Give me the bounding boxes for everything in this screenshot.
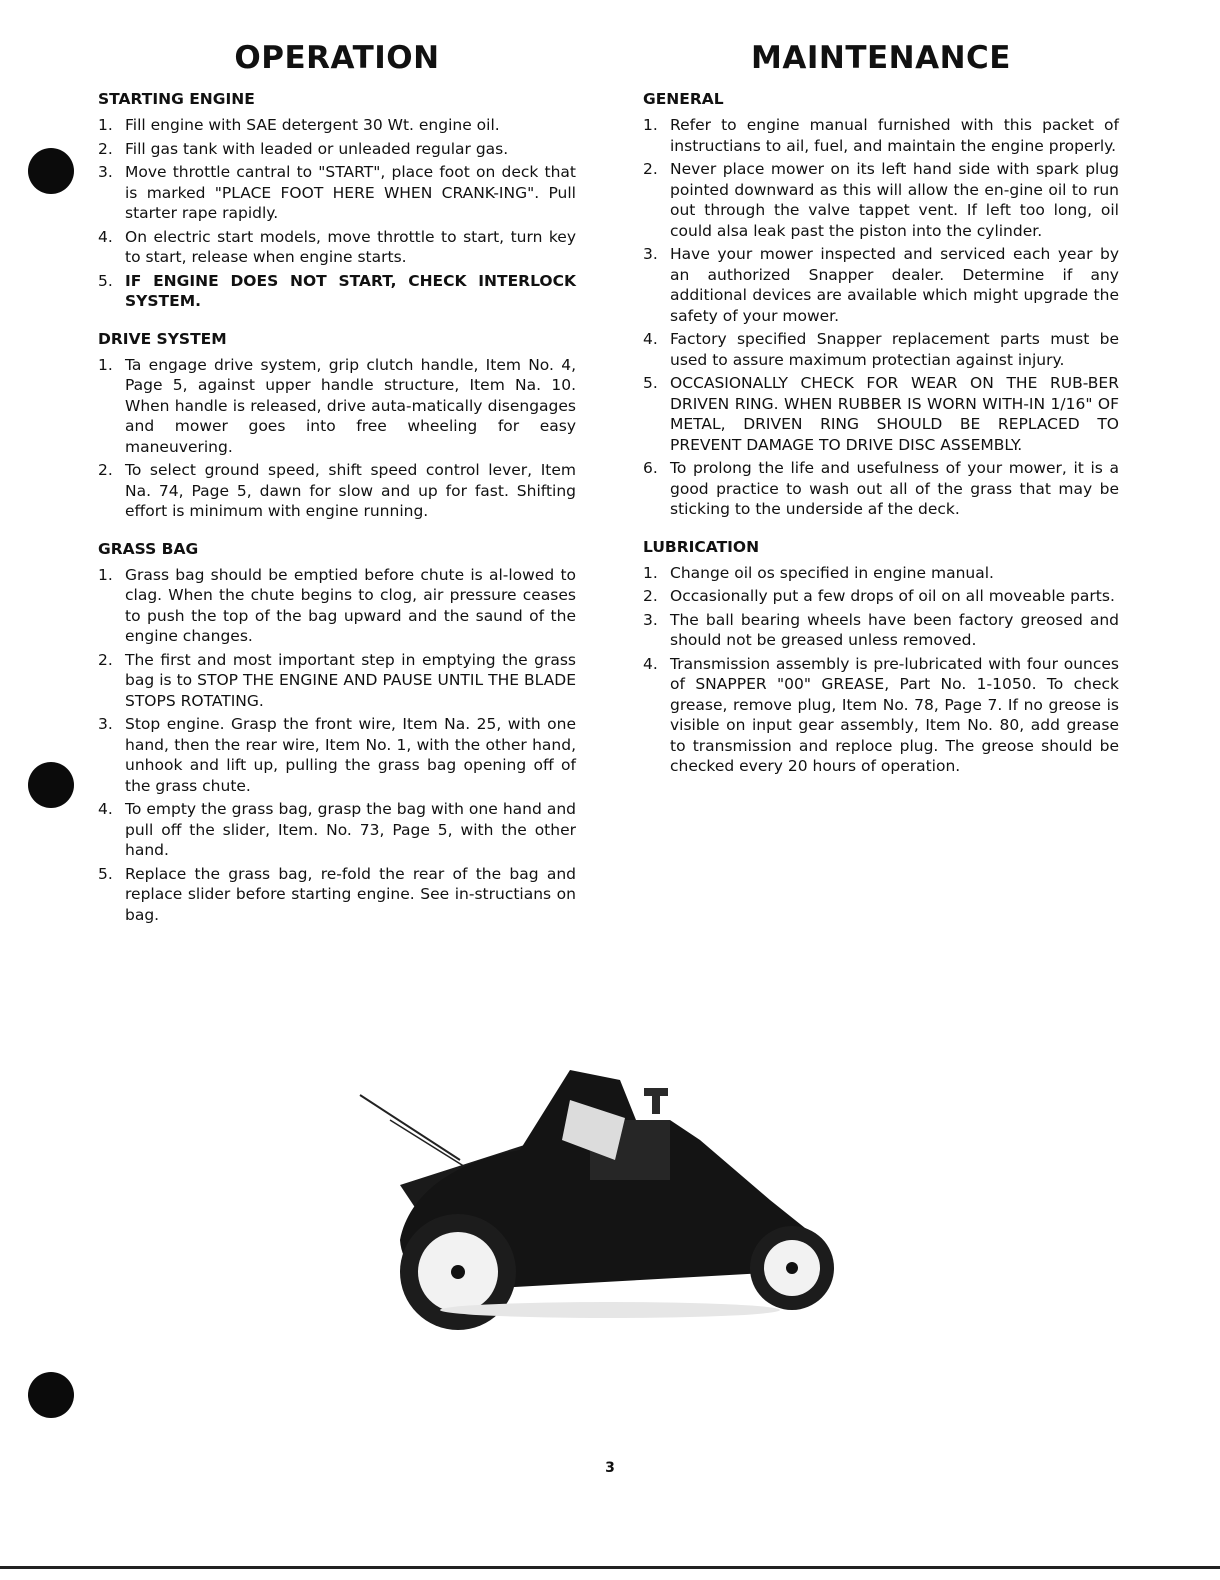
list-item: 2. Never place mower on its left hand side with spark plug pointed downward as this will allow the en-gine oil to run out through the valve tappet vent. If left too long, oil could alsa leak past the piston into the cylinder. bbox=[643, 160, 1119, 240]
handle-line bbox=[390, 1120, 470, 1170]
starting-engine-section bbox=[98, 90, 576, 312]
operation-title: OPERATION bbox=[234, 40, 440, 76]
operation-column bbox=[98, 40, 576, 943]
maintenance-title: MAINTENANCE bbox=[751, 40, 1011, 76]
section-heading: LUBRICATION bbox=[643, 537, 760, 556]
section-heading: STARTING ENGINE bbox=[98, 90, 255, 108]
page-number: 3 bbox=[605, 1460, 615, 1476]
list-item: 2. Fill gas tank with leaded or unleaded regular gas. bbox=[98, 139, 509, 158]
list-item: 1. Ta engage drive system, grip clutch handle, Item No. 4, Page 5, against upper handle structure, Item Na. 10. When handle is released, drive auta-matically disengages and mower goes into free wheeling for easy maneuvering. bbox=[98, 355, 576, 456]
drive-system-section bbox=[98, 330, 576, 522]
list-item: 2. To select ground speed, shift speed control lever, Item Na. 74, Page 5, dawn for slow and up for fast. Shifting effort is minimum with engine running. bbox=[98, 461, 576, 520]
section-heading: GRASS BAG bbox=[98, 539, 199, 558]
general-section bbox=[643, 90, 1119, 520]
binder-hole-bottom bbox=[28, 1372, 74, 1418]
mower-photo bbox=[340, 1010, 840, 1345]
maintenance-column bbox=[643, 40, 1119, 795]
grass-bag-section bbox=[98, 540, 576, 926]
list-item: 5. OCCASIONALLY CHECK FOR WEAR ON THE RUB-BER DRIVEN RING. WHEN RUBBER IS WORN WITH-IN 1/16" OF METAL, DRIVEN RING SHOULD BE REPLACED TO PREVENT DAMAGE TO DRIVE DISC ASSEMBLY. bbox=[643, 374, 1119, 454]
list-item: 4. To empty the grass bag, grasp the bag with one hand and pull off the slider, Item. No. 73, Page 5, with the other hand. bbox=[98, 800, 576, 859]
bottom-rule bbox=[0, 1566, 1220, 1569]
list-item: 3. Move throttle cantral to "START", place foot on deck that is marked "PLACE FOOT HERE WHEN CRANK-ING". Pull starter rape rapidly. bbox=[98, 163, 576, 222]
list-item: 6. To prolong the life and usefulness of your mower, it is a good practice to wash out all of the grass that may be sticking to the underside af the deck. bbox=[643, 459, 1119, 518]
binder-hole-top bbox=[28, 148, 74, 194]
rear-wheel-axle bbox=[451, 1265, 465, 1279]
list-item: 3. Stop engine. Grasp the front wire, Item Na. 25, with one hand, then the rear wire, Item No. 1, with the other hand, unhook and lift up, pulling the grass bag opening off of the grass chute. bbox=[98, 715, 576, 795]
front-wheel-axle bbox=[786, 1262, 798, 1274]
list-item: 3. The ball bearing wheels have been factory greosed and should not be greased unless removed. bbox=[643, 610, 1119, 649]
list-item: 3. Have your mower inspected and serviced each year by an authorized Snapper dealer. Determine if any additional devices are available which might upgrade the safety of your mower. bbox=[643, 245, 1119, 325]
list-item: 2. Occasionally put a few drops of oil on all moveable parts. bbox=[643, 587, 1115, 605]
lubrication-section bbox=[643, 538, 1119, 777]
list-item: 1. Fill engine with SAE detergent 30 Wt. engine oil. bbox=[98, 116, 500, 134]
list-item: 4. Transmission assembly is pre-lubricated with four ounces of SNAPPER "00" GREASE, Part No. 1-1050. To check grease, remove plug, Item No. 78, Page 7. If no greose is visible on input gear assembly, Item No. 80, add grease to transmission and reploce plug. The greose should be checked every 20 hours of operation. bbox=[643, 654, 1119, 775]
fuel-cap-top bbox=[644, 1088, 668, 1096]
section-heading: DRIVE SYSTEM bbox=[98, 329, 227, 348]
section-heading: GENERAL bbox=[643, 90, 724, 108]
list-item: 4. On electric start models, move throttle to start, turn key to start, release when engine starts. bbox=[98, 227, 576, 266]
list-item: 4. Factory specified Snapper replacement parts must be used to assure maximum protectian against injury. bbox=[643, 330, 1119, 369]
list-item: 1. Grass bag should be emptied before chute is al-lowed to clag. When the chute begins to clog, air pressure ceases to push the top of the bag upward and the saund of the engine changes. bbox=[98, 565, 576, 645]
binder-hole-middle bbox=[28, 762, 74, 808]
handle-line bbox=[360, 1095, 460, 1160]
list-item: 1. Refer to engine manual furnished with this packet of instructians to ail, fuel, and maintain the engine properly. bbox=[643, 116, 1119, 155]
list-item: 1. Change oil os specified in engine manual. bbox=[643, 563, 994, 582]
ground-shadow bbox=[440, 1302, 780, 1318]
list-item: 2. The first and most important step in emptying the grass bag is to STOP THE ENGINE AND PAUSE UNTIL THE BLADE STOPS ROTATING. bbox=[98, 650, 576, 710]
list-item: 5. IF ENGINE DOES NOT START, CHECK INTERLOCK SYSTEM. bbox=[98, 271, 576, 310]
list-item: 5. Replace the grass bag, re-fold the rear of the bag and replace slider before starting engine. See in-structians on bag. bbox=[98, 864, 576, 924]
